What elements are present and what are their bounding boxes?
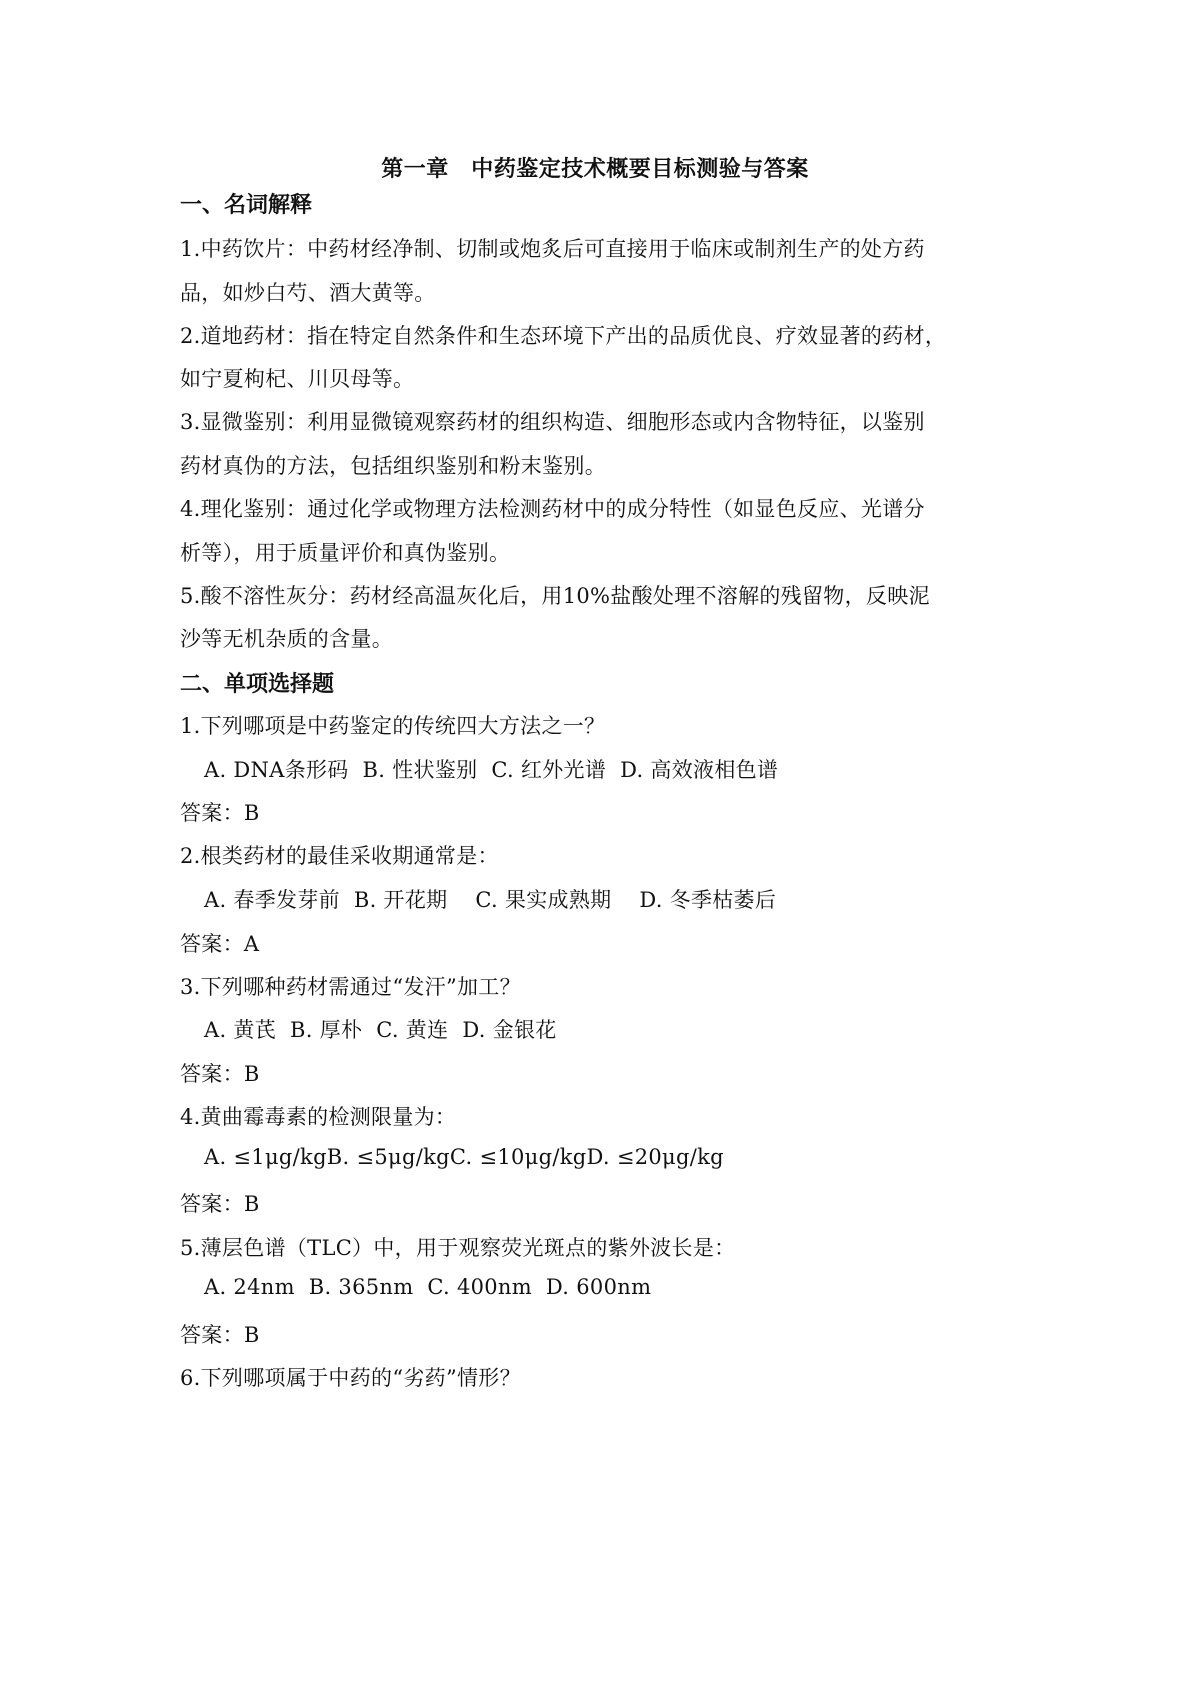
question-answer: 答案：B bbox=[180, 801, 260, 825]
question-options: A. DNA条形码 B. 性状鉴别 C. 红外光谱 D. 高效液相色谱 bbox=[204, 758, 779, 782]
definition-line: 药材真伪的方法，包括组织鉴别和粉末鉴别。 bbox=[180, 454, 606, 478]
question-text: 5.薄层色谱（TLC）中，用于观察荧光斑点的紫外波长是： bbox=[180, 1236, 736, 1260]
question-text: 4.黄曲霉毒素的检测限量为： bbox=[180, 1105, 457, 1129]
question-text: 3.下列哪种药材需通过“发汗”加工？ bbox=[180, 975, 521, 999]
definition-line: 2.道地药材：指在特定自然条件和生态环境下产出的品质优良、疗效显著的药材， bbox=[180, 324, 947, 348]
question-options: A. 24nm B. 365nm C. 400nm D. 600nm bbox=[204, 1275, 652, 1299]
definition-line: 5.酸不溶性灰分：药材经高温灰化后，用10%盐酸处理不溶解的残留物，反映泥 bbox=[180, 584, 930, 608]
definition-line: 如宁夏枸杞、川贝母等。 bbox=[180, 367, 415, 391]
definition-line: 1.中药饮片：中药材经净制、切制或炮炙后可直接用于临床或制剂生产的处方药 bbox=[180, 237, 925, 261]
definition-line: 品，如炒白芍、酒大黄等。 bbox=[180, 281, 436, 305]
question-answer: 答案：B bbox=[180, 1062, 260, 1086]
question-answer: 答案：B bbox=[180, 1192, 260, 1216]
question-options: A. 黄芪 B. 厚朴 C. 黄连 D. 金银花 bbox=[204, 1018, 557, 1042]
question-text: 2.根类药材的最佳采收期通常是： bbox=[180, 844, 499, 868]
definition-line: 析等），用于质量评价和真伪鉴别。 bbox=[180, 541, 511, 565]
question-text: 6.下列哪项属于中药的“劣药”情形？ bbox=[180, 1366, 521, 1390]
section-heading-single-choice: 二、单项选择题 bbox=[180, 672, 335, 697]
question-text: 1.下列哪项是中药鉴定的传统四大方法之一？ bbox=[180, 714, 606, 738]
question-answer: 答案：B bbox=[180, 1323, 260, 1347]
definition-line: 4.理化鉴别：通过化学或物理方法检测药材中的成分特性（如显色反应、光谱分 bbox=[180, 497, 925, 521]
definition-line: 3.显微鉴别：利用显微镜观察药材的组织构造、细胞形态或内含物特征，以鉴别 bbox=[180, 410, 925, 434]
chapter-title: 第一章 中药鉴定技术概要目标测验与答案 bbox=[381, 157, 809, 182]
question-answer: 答案：A bbox=[180, 932, 260, 956]
question-options: A. 春季发芽前 B. 开花期 C. 果实成熟期 D. 冬季枯萎后 bbox=[204, 888, 777, 912]
definition-line: 沙等无机杂质的含量。 bbox=[180, 627, 393, 651]
question-options: A. ≤1μg/kgB. ≤5μg/kgC. ≤10μg/kgD. ≤20μg/kg bbox=[204, 1145, 724, 1169]
section-heading-definitions: 一、名词解释 bbox=[180, 193, 313, 218]
